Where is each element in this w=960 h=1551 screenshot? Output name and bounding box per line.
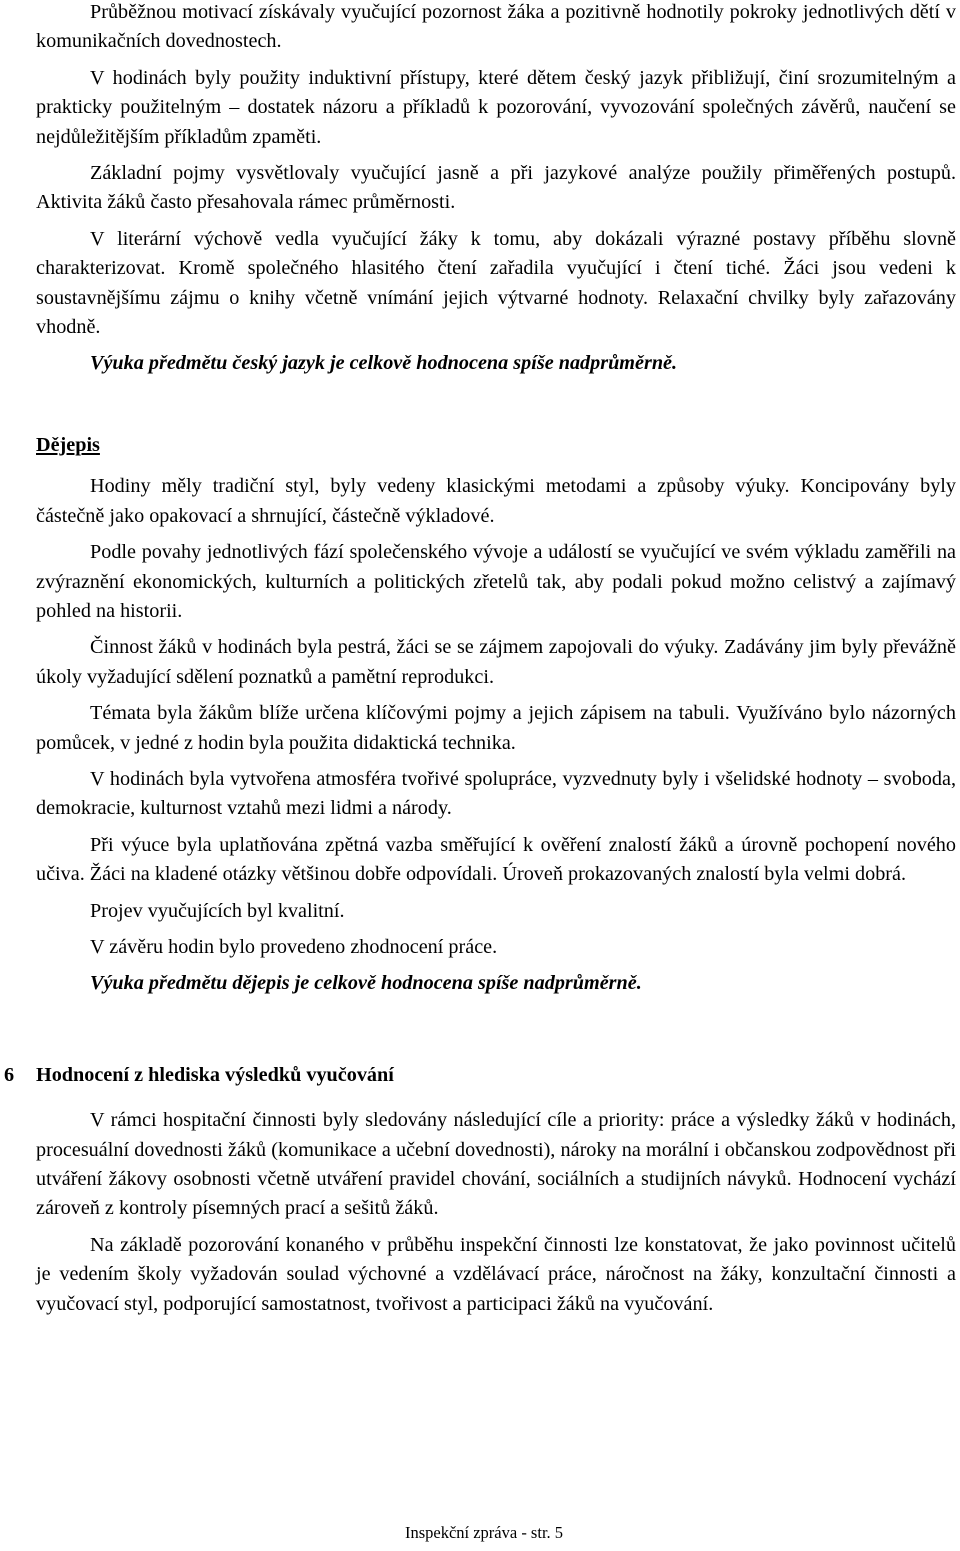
dejepis-verdict: Výuka předmětu dějepis je celkově hodnocena spíše nadprůměrně. [90,972,642,995]
section-6-paragraph-2: Na základě pozorování konaného v průběhu inspekční činnosti lze konstatovat, že jako povinnost učitelů je vedením školy vyžadován soulad výchovné a vzdělávací práce, náročnost na žáky, konzultační činnosti a vyučovací styl, podporující samostatnost, tvořivost a participaci žáků na vyučování. [36,1233,956,1315]
cesky-jazyk-verdict: Výuka předmětu český jazyk je celkově hodnocena spíše nadprůměrně. [90,352,678,375]
dejepis-paragraph-1: Hodiny měly tradiční styl, byly vedeny klasickými metodami a způsoby výuky. Koncipovány byly částečně jako opakovací a shrnující, částečně výkladové. [36,475,956,527]
page-footer: Inspekční zpráva - str. 5 [404,1523,564,1542]
cesky-jazyk-paragraph-2: V hodinách byly použity induktivní přístupy, které dětem český jazyk přibližují, činí srozumitelným a prakticky použitelným – dostatek názoru a příkladů k pozorování, vyvozování společných závěrů, naučení se nejdůležitějším příkladům zpaměti. [36,66,956,148]
section-6-title: Hodnocení z hlediska výsledků vyučování [36,1063,394,1086]
cesky-jazyk-paragraph-4: V literární výchově vedla vyučující žáky k tomu, aby dokázali výrazné postavy příběhu slovně charakterizovat. Kromě společného hlasitého čtení zařadila vyučující i čtení tiché. Žáci jsou vedeni k soustavnějšímu zájmu o knihy včetně vnímání jejich výtvarné hodnoty. Relaxační chvilky byly zařazovány vhodně. [36,227,956,339]
dejepis-paragraph-4: Témata byla žákům blíže určena klíčovými pojmy a jejich zápisem na tabuli. Využíváno bylo názorných pomůcek, v jedné z hodin byla použita didaktická technika. [36,702,956,754]
dejepis-paragraph-2: Podle povahy jednotlivých fází společenského vývoje a událostí se vyučující ve svém výkladu zaměřili na zvýraznění ekonomických, kulturních a politických zřetelů tak, aby podali pokud možno celistvý a zajímavý pohled na historii. [36,541,956,622]
cesky-jazyk-paragraph-3: Základní pojmy vysvětlovaly vyučující jasně a při jazykové analýze použily přiměřených postupů. Aktivita žáků často přesahovala rámec průměrnosti. [36,162,956,214]
cesky-jazyk-paragraph-1: Průběžnou motivací získávaly vyučující pozornost žáka a pozitivně hodnotily pokroky jednotlivých dětí v komunikačních dovednostech. [36,1,956,53]
dejepis-paragraph-6: Při výuce byla uplatňována zpětná vazba směřující k ověření znalostí žáků a úrovně pochopení nového učiva. Žáci na kladené otázky většinou dobře odpovídali. Úroveň prokazovaných znalostí byla velmi dobrá. [36,833,956,886]
dejepis-paragraph-5: V hodinách byla vytvořena atmosféra tvořivé spolupráce, vyzvednuty byly i všelidské hodnoty – svoboda, demokracie, kulturnost vztahů mezi lidmi a národy. [36,767,956,820]
section-6-paragraph-1: V rámci hospitační činnosti byly sledovány následující cíle a priority: práce a výsledky žáků v hodinách, procesuální dovednosti žáků (komunikace a učební dovednosti), nároky na morální i občanskou zodpovědnost při utváření žákovy osobnosti včetně utváření pravidel chování, sociálních a studijních návyků. Hodnocení vychází zároveň z kontroly písemných prací a sešitů žáků. [36,1109,956,1220]
section-6-number: 6 [4,1063,15,1086]
page-content [4,0,956,1326]
dejepis-heading: Dějepis [36,433,100,456]
dejepis-paragraph-8: V závěru hodin bylo provedeno zhodnocení práce. [90,935,498,958]
dejepis-paragraph-3: Činnost žáků v hodinách byla pestrá, žáci se se zájmem zapojovali do výuky. Zadávány jim byly převážně úkoly vyžadující sdělení poznatků a pamětní reprodukci. [36,636,956,688]
section-6-heading [4,1061,956,1090]
dejepis-paragraph-7: Projev vyučujících byl kvalitní. [90,899,345,922]
